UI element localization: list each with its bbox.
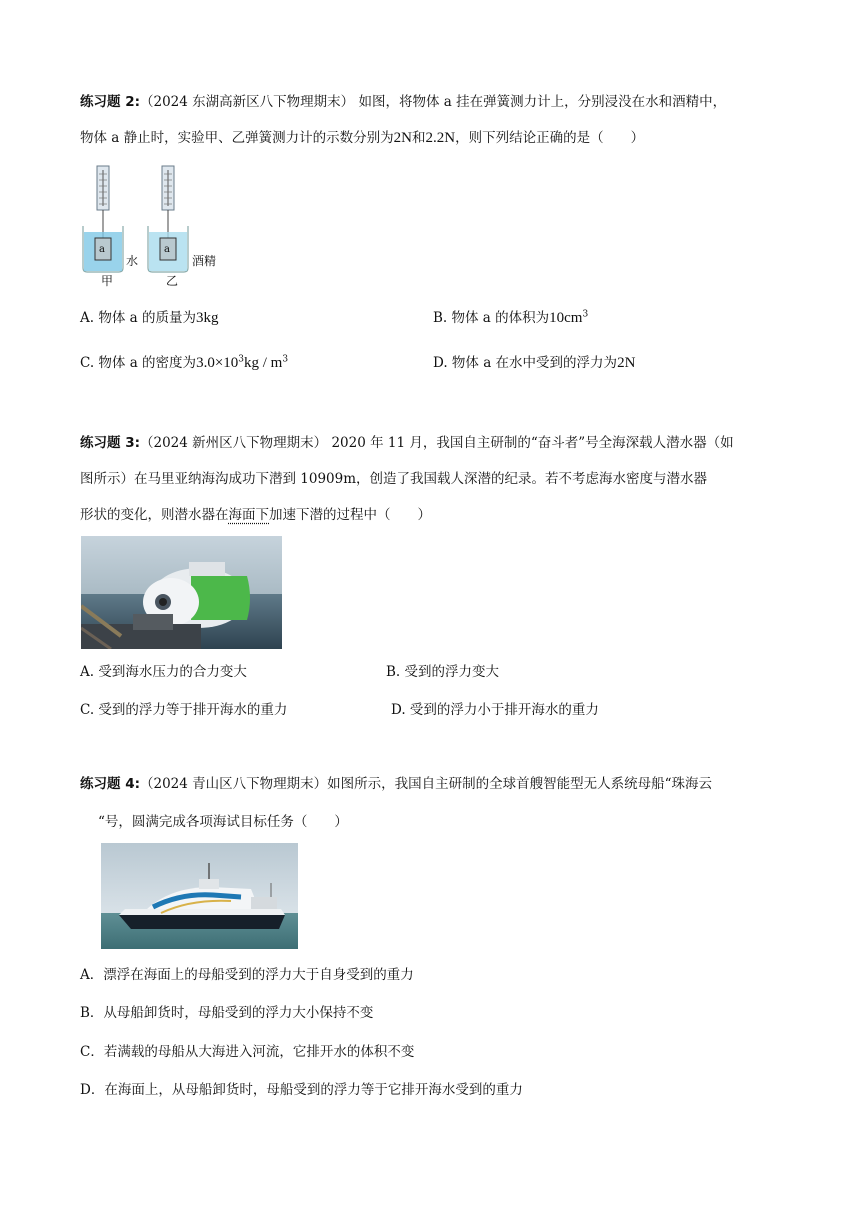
q3-label: 练习题 3: bbox=[80, 435, 140, 451]
q3-option-d[interactable]: D. 受到的浮力小于排开海水的重力 bbox=[391, 702, 599, 718]
block-a-label-1: a bbox=[99, 244, 105, 255]
spring-scale-diagram bbox=[80, 160, 230, 290]
q2-option-a[interactable] bbox=[80, 306, 218, 327]
q4-line1 bbox=[80, 774, 712, 794]
q2-option-c-text: C. 物体 a 的密度为 bbox=[80, 355, 197, 371]
q2-label: 练习题 2: bbox=[80, 94, 140, 110]
water-label: 水 bbox=[126, 254, 139, 268]
q2-option-c-unit: kg / m bbox=[244, 355, 283, 371]
alcohol-label: 酒精 bbox=[192, 254, 217, 268]
q3-option-a[interactable]: A. 受到海水压力的合力变大 bbox=[80, 664, 247, 680]
q2-line1 bbox=[80, 92, 726, 112]
q2-option-c-sup: 3 bbox=[238, 354, 245, 365]
q2-option-d-text: D. 物体 a 在水中受到的浮力为 bbox=[433, 355, 618, 371]
q3-line3 bbox=[80, 505, 431, 525]
q2-option-b-value: 10cm bbox=[549, 310, 583, 326]
q2-option-c[interactable] bbox=[80, 351, 288, 372]
q4-text-line1: （2024 青山区八下物理期末）如图所示，我国自主研制的全球首艘智能型无人系统母船“珠海云 bbox=[140, 776, 713, 792]
q3-option-b[interactable]: B. 受到的浮力变大 bbox=[386, 664, 500, 680]
q3-text-line3-pre: 形状的变化，则潜水器在 bbox=[80, 507, 229, 523]
q4-option-a[interactable]: A．漂浮在海面上的母船受到的浮力大于自身受到的重力 bbox=[80, 967, 414, 983]
q2-option-d-value: 2N bbox=[617, 355, 636, 371]
q2-value-2: 2.2N bbox=[425, 130, 456, 146]
q2-option-c-sup2: 3 bbox=[282, 354, 289, 365]
q4-option-d[interactable]: D．在海面上，从母船卸货时，母船受到的浮力等于它排开海水受到的重力 bbox=[80, 1082, 523, 1098]
mother-ship-photo bbox=[101, 843, 298, 949]
submersible-image bbox=[81, 536, 282, 649]
q3-option-c[interactable]: C. 受到的浮力等于排开海水的重力 bbox=[80, 702, 288, 718]
mother-ship-image bbox=[101, 843, 298, 949]
q4-option-c[interactable]: C．若满载的母船从大海进入河流，它排开水的体积不变 bbox=[80, 1044, 415, 1060]
q2-option-b[interactable] bbox=[433, 306, 588, 327]
q3-line2: 图所示）在马里亚纳海沟成功下潜到 10909m，创造了我国载人深潜的纪录。若不考虑海水密度与潜水器 bbox=[80, 471, 708, 487]
submersible-photo bbox=[81, 536, 282, 649]
q4-option-b[interactable]: B．从母船卸货时，母船受到的浮力大小保持不变 bbox=[80, 1005, 374, 1021]
q2-value-1: 2N bbox=[393, 130, 412, 146]
q2-option-c-value: 3.0×10 bbox=[196, 355, 239, 371]
caption-yi: 乙 bbox=[166, 274, 179, 288]
q2-text-line1: （2024 东湖高新区八下物理期末） 如图，将物体 a 挂在弹簧测力计上，分别浸没在水和酒精中， bbox=[140, 94, 727, 110]
caption-jia: 甲 bbox=[101, 274, 114, 288]
q2-option-a-text: A. 物体 a 的质量为 bbox=[80, 310, 196, 326]
q3-line1 bbox=[80, 433, 734, 453]
q3-text-line3-post: 加速下潜的过程中（ ） bbox=[269, 507, 431, 523]
q2-option-d[interactable] bbox=[433, 351, 635, 372]
q2-text-line2-post: ，则下列结论正确的是（ ） bbox=[455, 130, 645, 146]
q2-line2 bbox=[80, 128, 644, 148]
q4-line2: “号，圆满完成各项海试目标任务（ ） bbox=[98, 814, 348, 830]
q3-text-line1: （2024 新州区八下物理期末） 2020 年 11 月，我国自主研制的“奋斗者”号全海深载人潜水器（如 bbox=[140, 435, 734, 451]
q3-emphasis: 海面下 bbox=[228, 507, 269, 523]
block-a-label-2: a bbox=[164, 244, 170, 255]
q4-label: 练习题 4: bbox=[80, 776, 140, 792]
spring-scale-figure bbox=[80, 160, 230, 290]
q2-text-mid: 和 bbox=[411, 130, 426, 146]
q2-option-b-sup: 3 bbox=[582, 309, 589, 320]
q2-text-line2-pre: 物体 a 静止时，实验甲、乙弹簧测力计的示数分别为 bbox=[80, 130, 394, 146]
q2-option-b-text: B. 物体 a 的体积为 bbox=[433, 310, 550, 326]
q2-option-a-value: 3kg bbox=[195, 310, 219, 326]
